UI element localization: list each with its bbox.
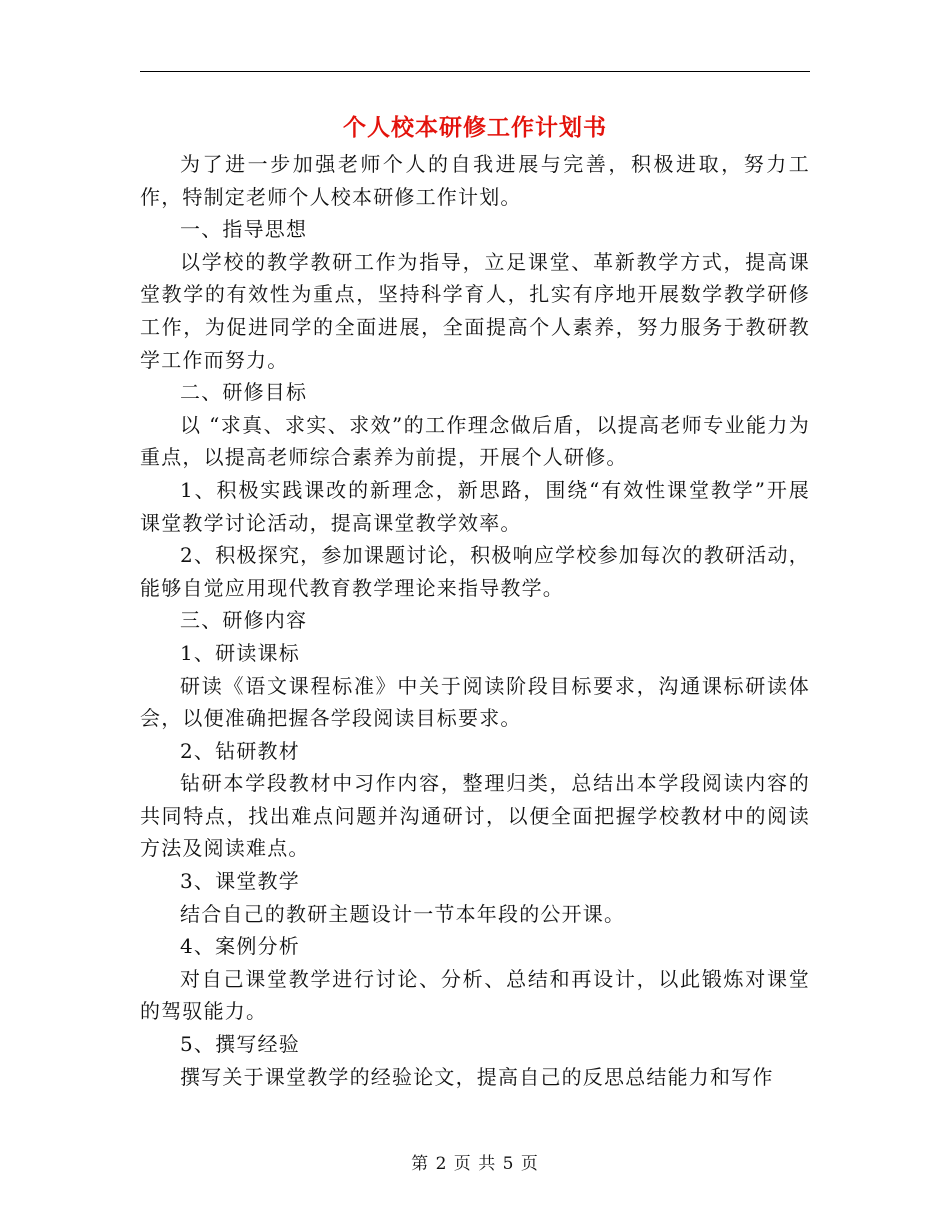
section-heading-goals: 二、研修目标 <box>180 380 308 405</box>
goals-paragraph: 以 “求真、求实、求效”的工作理念做后盾，以提高老师专业能力为重点，以提高老师综合素养为前提，开展个人研修。 <box>140 412 810 470</box>
header-rule <box>140 71 810 72</box>
textbook-study-paragraph: 钻研本学段教材中习作内容，整理归类，总结出本学段阅读内容的共同特点，找出难点问题并沟通研讨，以便全面把握学校教材中的阅读方法及阅读难点。 <box>140 771 810 861</box>
subheading-writing-experience: 5、撰写经验 <box>180 1032 300 1057</box>
goal-item-1: 1、积极实践课改的新理念，新思路，围绕“有效性课堂教学”开展课堂教学讨论活动，提高课堂教学效率。 <box>140 477 810 535</box>
curriculum-standards-paragraph: 研读《语文课程标准》中关于阅读阶段目标要求，沟通课标研读体会，以便准确把握各学段阅读目标要求。 <box>140 673 810 731</box>
document-title: 个人校本研修工作计划书 <box>343 114 607 141</box>
subheading-curriculum-standards: 1、研读课标 <box>180 640 300 665</box>
intro-paragraph: 为了进一步加强老师个人的自我进展与完善，积极进取，努力工作，特制定老师个人校本研修工作计划。 <box>140 152 810 209</box>
section-heading-guiding-principle: 一、指导思想 <box>180 217 308 242</box>
writing-experience-paragraph: 撰写关于课堂教学的经验论文，提高自己的反思总结能力和写作 <box>180 1064 774 1089</box>
page-number: 第 2 页 共 5 页 <box>411 1154 539 1174</box>
guiding-principle-paragraph: 以学校的教学教研工作为指导，立足课堂、革新教学方式，提高课堂教学的有效性为重点，坚持科学育人，扎实有序地开展数学教学研修工作，为促进同学的全面进展，全面提高个人素养，努力服务于教研教学工作而努力。 <box>140 249 810 372</box>
goal-item-2: 2、积极探究，参加课题讨论，积极响应学校参加每次的教研活动，能够自觉应用现代教育教学理论来指导教学。 <box>140 543 810 600</box>
subheading-classroom-teaching: 3、课堂教学 <box>180 869 300 894</box>
section-heading-content: 三、研修内容 <box>180 608 308 633</box>
document-body <box>140 148 810 1093</box>
subheading-textbook-study: 2、钻研教材 <box>180 738 300 763</box>
classroom-teaching-paragraph: 结合自己的教研主题设计一节本年段的公开课。 <box>180 901 626 926</box>
subheading-case-analysis: 4、案例分析 <box>180 934 300 959</box>
case-analysis-paragraph: 对自己课堂教学进行讨论、分析、总结和再设计，以此锻炼对课堂的驾驭能力。 <box>140 966 810 1024</box>
